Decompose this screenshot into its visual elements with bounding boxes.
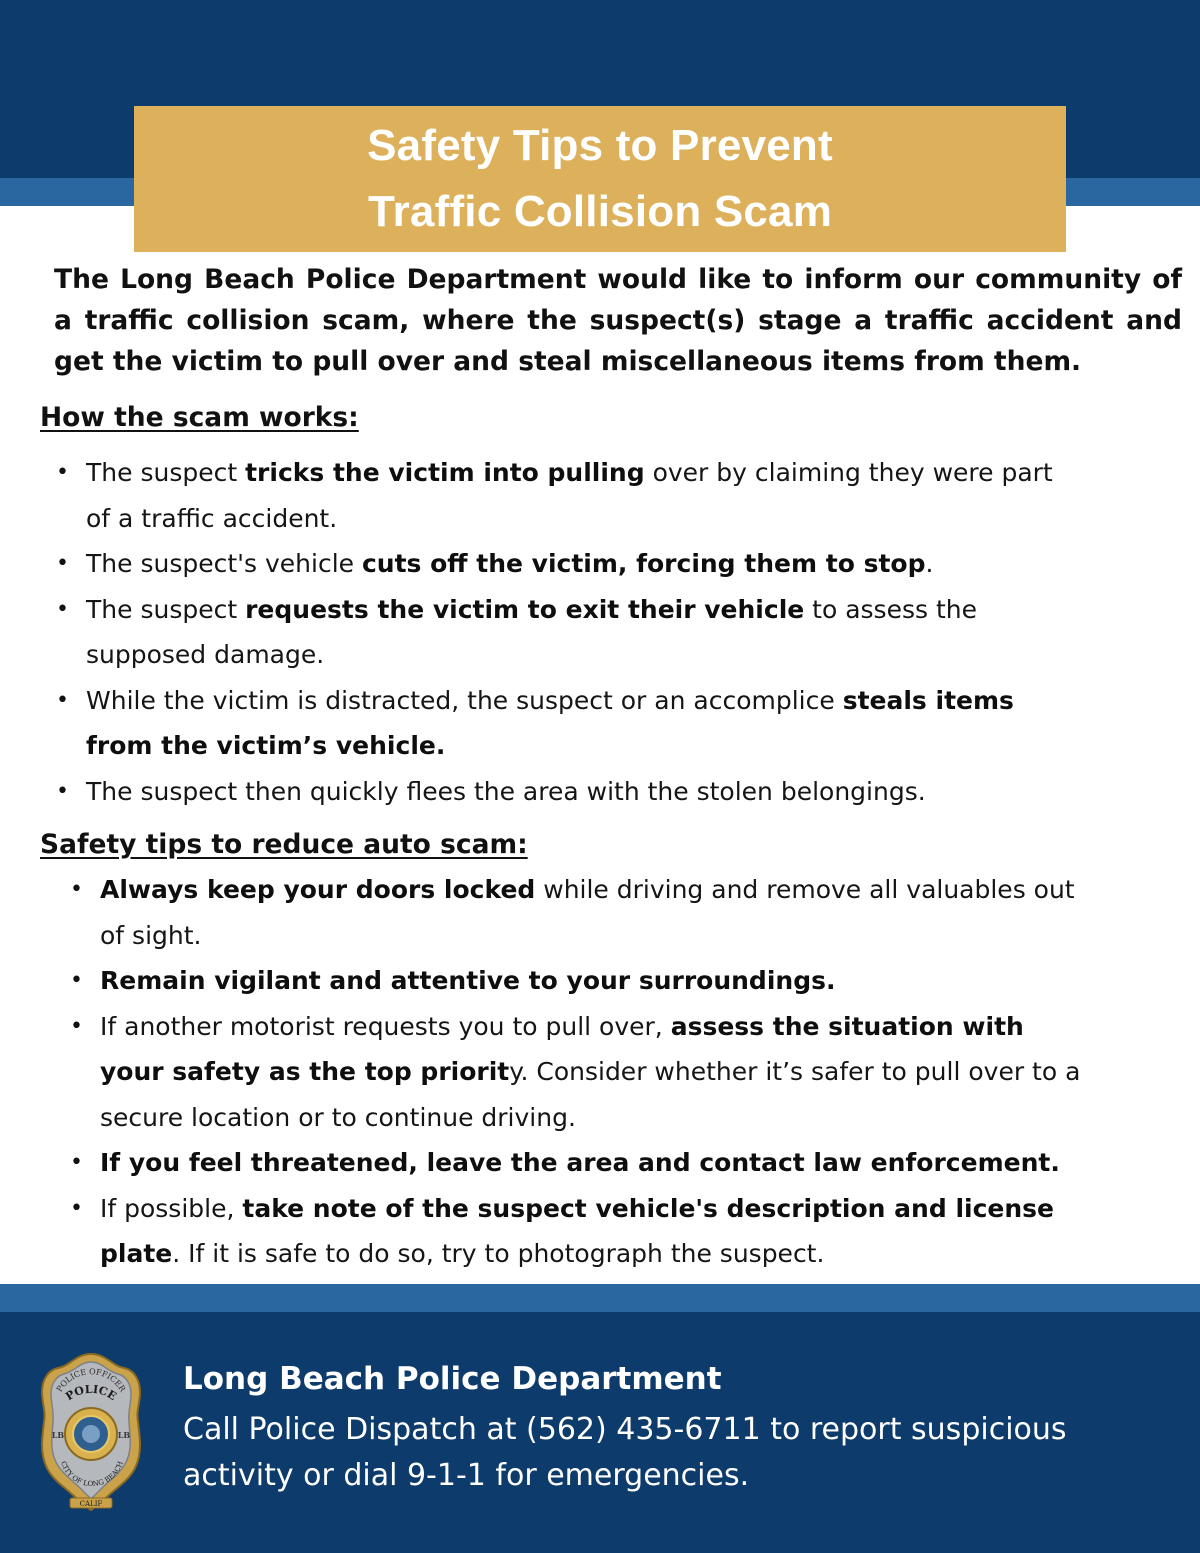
bold-text: Remain vigilant and attentive to your surroundings. <box>100 966 836 995</box>
text-run: If possible, <box>100 1193 243 1223</box>
intro-paragraph: The Long Beach Police Department would like to inform our community of a traffic collision scam, where the suspect(s) stage a traffic accident and get the victim to pull over and steal miscellaneous items from them. <box>54 264 1182 377</box>
bold-text: steals items from the victim’s vehicle. <box>86 685 1014 760</box>
text-run: If another motorist requests you to pull over, <box>100 1011 671 1041</box>
how-scam-works-heading: How the scam works: <box>40 402 359 433</box>
bold-text: If you feel threatened, leave the area and contact law enforcement. <box>100 1148 1060 1177</box>
text-run: The suspect's vehicle <box>86 549 362 578</box>
bold-text: cuts off the victim, forcing them to stop <box>361 549 926 578</box>
list-item <box>70 1004 1090 1141</box>
bold-text: take note of the suspect vehicle's description and license plate <box>100 1193 1054 1268</box>
safety-tips-list <box>70 867 1090 1277</box>
text-run: y. Consider whether it’s safer to pull over to a secure location or to continue driving. <box>100 1057 1081 1132</box>
list-item <box>56 678 1066 769</box>
text-run: to assess the supposed damage. <box>86 594 977 669</box>
text-run: while driving and remove all valuables out of sight. <box>100 875 1075 950</box>
badge-top-text: POLICE OFFICER <box>54 1367 128 1394</box>
footer-stripe <box>0 1284 1200 1312</box>
footer-contact-info: Call Police Dispatch at (562) 435-6711 to report suspicious activity or dial 9-1-1 for emergencies. <box>183 1412 1067 1493</box>
list-item <box>70 958 1090 1004</box>
safety-tips-heading: Safety tips to reduce auto scam: <box>40 829 528 860</box>
title-banner <box>134 106 1066 252</box>
list-item <box>70 1140 1090 1186</box>
police-badge-icon <box>36 1348 146 1516</box>
badge-right-text: LB <box>117 1430 131 1440</box>
list-item <box>70 867 1090 958</box>
text-run: While the victim is distracted, the suspect or an accomplice <box>86 685 843 715</box>
list-item <box>56 587 1066 678</box>
badge-state-text: CALIF <box>79 1500 103 1508</box>
bold-text: assess the situation with your safety as the top priorit <box>100 1011 1024 1086</box>
how-scam-works-list <box>56 450 1066 814</box>
list-item <box>56 450 1066 541</box>
text-run: . If it is safe to do so, try to photograph the suspect. <box>172 1239 825 1268</box>
text-run: The suspect then quickly flees the area with the stolen belongings. <box>86 776 926 806</box>
text-run: The suspect <box>86 594 246 624</box>
bold-text: requests the victim to exit their vehicle <box>245 594 805 624</box>
bold-text: Always keep your doors locked <box>100 875 536 904</box>
text-run: over by claiming they were part of a traffic accident. <box>86 458 1053 533</box>
badge-bottom-text: CITY OF LONG BEACH <box>59 1460 125 1489</box>
badge-main-text: POLICE <box>63 1382 119 1404</box>
text-run: The suspect <box>86 458 246 487</box>
footer-org-name: Long Beach Police Department <box>183 1361 722 1397</box>
list-item <box>56 541 1066 587</box>
title-line-1: Safety Tips to Prevent <box>367 121 833 170</box>
text-run: . <box>925 549 934 578</box>
bold-text: tricks the victim into pulling <box>245 458 645 487</box>
badge-left-text: LB <box>51 1430 65 1440</box>
title-line-2: Traffic Collision Scam <box>367 187 833 236</box>
list-item <box>70 1186 1090 1277</box>
list-item <box>56 769 1066 815</box>
